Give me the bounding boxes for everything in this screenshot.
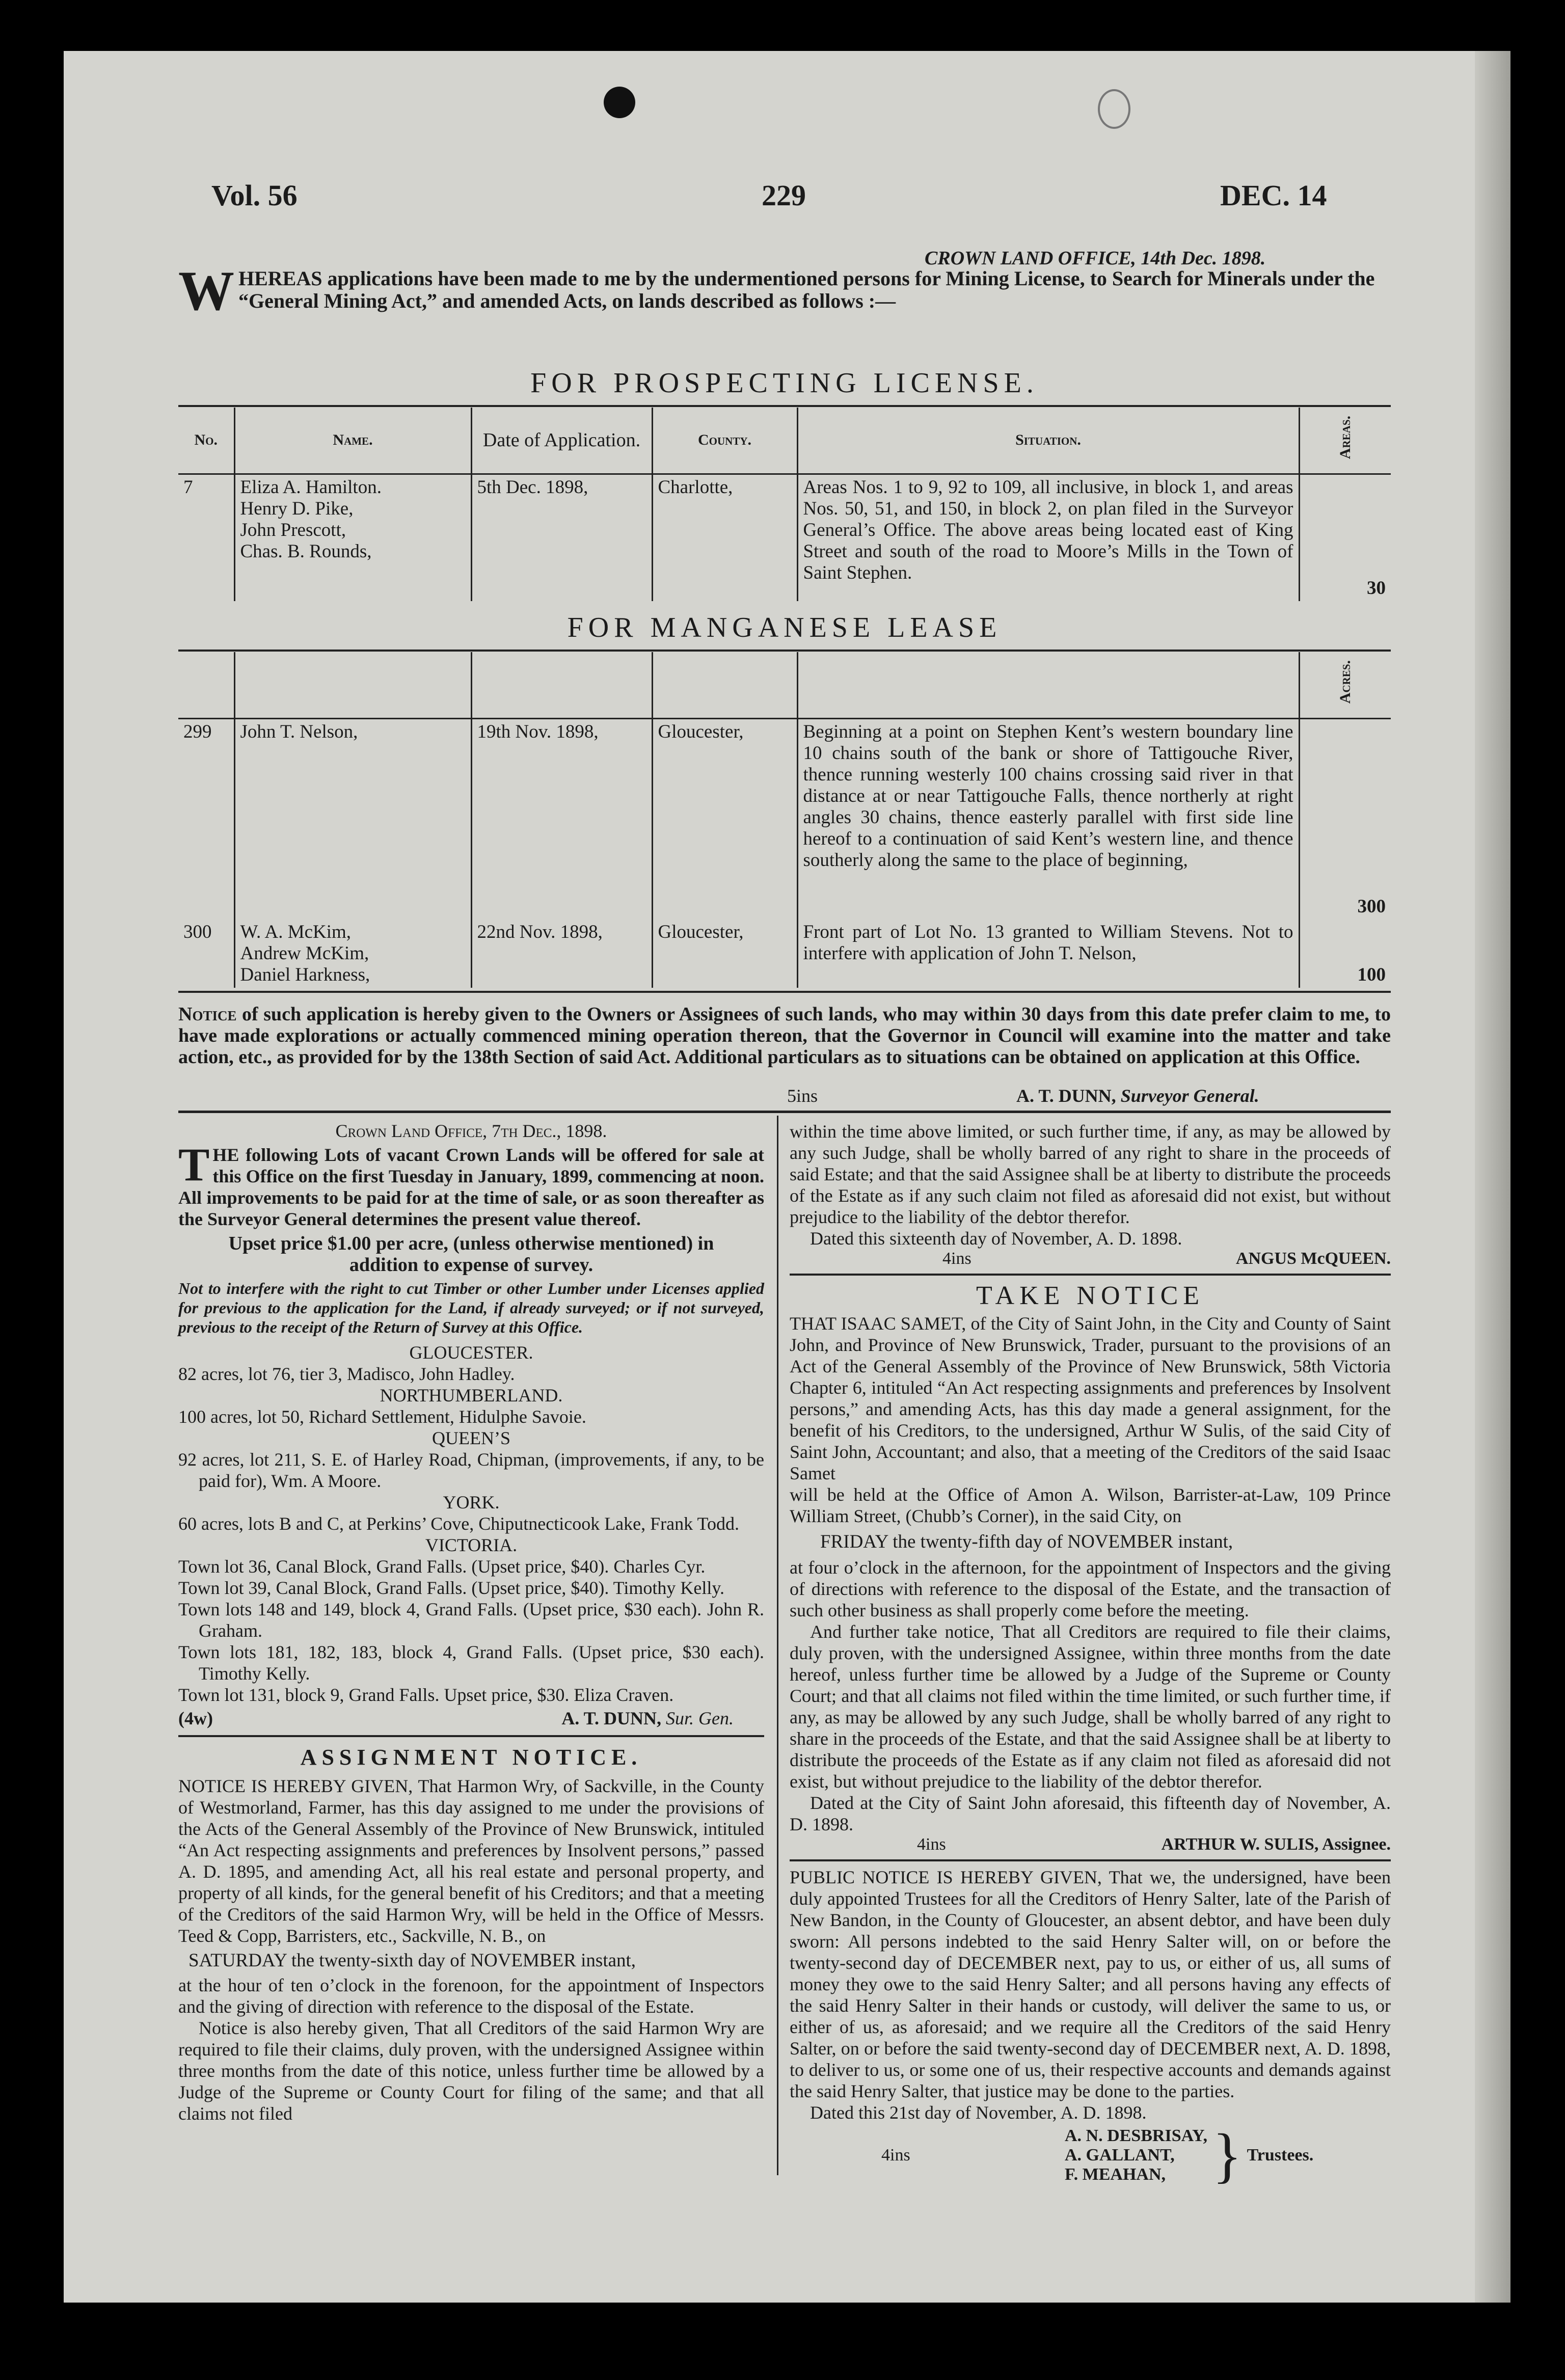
timber-note: Not to interfere with the right to cut Timber or other Lumber under Licenses applied for previous to the application for the Land, if already surveyed; or if not surveyed, previous to the receipt of the Return of Survey at this Office. [178, 1279, 764, 1336]
lot-entry: 92 acres, lot 211, S. E. of Harley Road, Chipman, (improvements, if any, to be paid for), Wm. A Moore. [178, 1449, 764, 1491]
applicant-name: Daniel Harkness, [240, 964, 370, 985]
cell-no: 7 [183, 476, 193, 498]
table-row [178, 919, 1391, 988]
newspaper-page [64, 51, 1510, 2303]
applicant-name: John T. Nelson, [240, 721, 358, 742]
prospecting-table [178, 408, 1391, 601]
notice-ins: 5ins [787, 1086, 818, 1106]
volume-label: Vol. 56 [211, 179, 298, 212]
trustee-name: A. N. DESBRISAY, [1065, 2126, 1207, 2145]
table-row [178, 718, 1391, 919]
cell-situation: Areas Nos. 1 to 9, 92 to 109, all inclusive, in block 1, and areas Nos. 50, 51, and 150, in block 2, on plan filed in the Surveyor General’s Office. The above areas being located east of King Street and south of the road to Moore’s Mills in the Town of Saint Stephen. [797, 474, 1299, 601]
cell-date: 22nd Nov. 1898, [471, 919, 652, 988]
applicant-name: Eliza A. Hamilton. [240, 476, 382, 498]
trustees-label: Trustees. [1247, 2146, 1314, 2165]
rule-left-section [178, 1735, 764, 1737]
crown-lots-ins: (4w) [178, 1708, 213, 1728]
signature-title: Sur. Gen. [666, 1708, 734, 1728]
county-heading: NORTHUMBERLAND. [380, 1385, 563, 1405]
cell-names [234, 718, 471, 919]
take-notice-p1: THAT ISAAC SAMET, of the City of Saint John, in the City and County of Saint John, and Province of New Brunswick, Trader, pursuant to the provisions of an Act of the General Assembly of the Province of New Brunswick, 58th Victoria Chapter 6, intituled “An Act respecting assignments and preferences by Insolvent persons,” and amending Acts, has this day made a general assignment, for the benefit of his Creditors, to the undersigned, Arthur W Sulis, of the said City of Saint John, Accountant; and also, that a meeting of the Creditors of the said Isaac Samet [790, 1313, 1391, 1483]
lots-section [178, 1342, 764, 1706]
manganese-heading: FOR MANGANESE LEASE [567, 612, 1002, 643]
assignment-p3: Notice is also hereby given, That all Creditors of the said Harmon Wry are required to file their claims, duly proven, with the undersigned Assignee within three months from the date of this notice, unless further time be allowed by a Judge of the Supreme or County Court for filing of the same; and that all claims not filed [178, 2018, 764, 2124]
crown-lots-dateline: Crown Land Office, 7th Dec., 1898. [335, 1121, 607, 1141]
cell-situation: Front part of Lot No. 13 granted to William Stevens. Not to interfere with application of John T. Nelson, [797, 919, 1299, 988]
cell-names [234, 474, 471, 601]
cell-areas: 30 [1299, 474, 1391, 601]
public-notice-ins: 4ins [881, 2146, 910, 2165]
table-row [178, 474, 1391, 601]
applicant-name: Chas. B. Rounds, [240, 540, 372, 562]
cell-date: 5th Dec. 1898, [471, 474, 652, 601]
trustees-brace: } [1212, 2121, 1242, 2189]
assignment-p1: NOTICE IS HEREBY GIVEN, That Harmon Wry, of Sackville, in the County of Westmorland, Farmer, has this day assigned to me under the provisions of the Acts of the General Assembly of the Province of New Brunswick, intituled “An Act respecting assignments and preferences by Insolvent persons,” passed A. D. 1895, and amending Act, all his real estate and personal property, and property of all kinds, for the general benefit of his Creditors; and that a meeting of the Creditors of the said Harmon Wry, will be held in the Office of Messrs. Teed & Copp, Barristers, etc., Sackville, N. B., on [178, 1776, 764, 1946]
cell-no: 299 [183, 721, 212, 742]
county-heading: VICTORIA. [425, 1535, 518, 1555]
take-notice-signature: ARTHUR W. SULIS, Assignee. [1161, 1835, 1391, 1854]
rule-section [178, 1111, 1391, 1113]
mining-intro-text: HEREAS applications have been made to me by the undermentioned persons for Mining License, to Search for Minerals under the “General Mining Act,” and amended Acts, on lands described as follows :— [238, 267, 1375, 312]
take-notice-ins: 4ins [917, 1835, 946, 1854]
col-header-situation: Situation. [797, 408, 1299, 474]
cell-situation: Beginning at a point on Stephen Kent’s western boundary line 10 chains south of the bank or shore of Tattigouche River, thence running westerly 100 chains crossing said river in that distance at or near Tattigouche Falls, thence northerly at right angles 30 chains, thence easterly parallel with first side line hereof to a continuation of said Kent’s western line, and thence southerly along the same to the place of beginning, [797, 718, 1299, 919]
col-header-date: Date of Application. [471, 408, 652, 474]
column-divider [777, 1116, 778, 2175]
cell-no: 300 [183, 922, 212, 942]
col-header-areas: Areas. [1299, 408, 1391, 474]
notice-text: of such application is hereby given to the Owners or Assignees of such lands, who may within 30 days from this date prefer claim to me, to have made explorations or actually commenced mining operation thereon, that the Governor in Council will examine into the matter and take action, etc., as provided for by the 138th Section of said Act. Additional particulars as to situations can be obtained on application at this Office. [178, 1004, 1391, 1068]
continued-dated: Dated this sixteenth day of November, A. D. 1898. [810, 1228, 1182, 1249]
left-column [178, 1121, 764, 2124]
manganese-table [178, 652, 1391, 988]
take-notice-p2: at four o’clock in the afternoon, for the appointment of Inspectors and the giving of directions with reference to the disposal of the Estate, and the transaction of such other business as shall properly come before the meeting. [790, 1557, 1391, 1620]
signature-name: A. T. DUNN, [1016, 1086, 1116, 1106]
mining-intro [178, 260, 1391, 322]
lot-entry: Town lot 131, block 9, Grand Falls. Upset price, $30. Eliza Craven. [178, 1685, 674, 1705]
drop-cap-w: W [178, 260, 234, 322]
table-header-row [178, 652, 1391, 718]
applicant-name: Henry D. Pike, [240, 498, 354, 519]
lot-entry: 100 acres, lot 50, Richard Settlement, Hidulphe Savoie. [178, 1407, 586, 1427]
crown-lots-intro [178, 1139, 764, 1230]
county-heading: QUEEN’S [432, 1428, 510, 1448]
blank-cell [471, 652, 652, 718]
crown-lots-footer [178, 1708, 764, 1729]
rule-manganese [178, 650, 1391, 652]
cell-areas: 300 [1299, 718, 1391, 919]
binding-hole-outline [1098, 89, 1130, 129]
trustee-name: F. MEAHAN, [1065, 2165, 1166, 2184]
lot-entry: Town lot 36, Canal Block, Grand Falls. (Upset price, $40). Charles Cyr. [178, 1556, 706, 1577]
lot-entry: 60 acres, lots B and C, at Perkins’ Cove, Chiputnecticook Lake, Frank Todd. [178, 1513, 739, 1534]
col-header-name: Name. [234, 408, 471, 474]
col-header-no: No. [194, 431, 218, 449]
applicant-name: Andrew McKim, [240, 943, 369, 964]
blank-cell [797, 652, 1299, 718]
right-column [790, 1121, 1391, 2189]
lot-entry: Town lot 39, Canal Block, Grand Falls. (Upset price, $40). Timothy Kelly. [178, 1578, 725, 1598]
trustee-names [1065, 2126, 1207, 2184]
assignment-day: SATURDAY the twenty-sixth day of NOVEMBER instant, [188, 1950, 636, 1971]
prospecting-heading: FOR PROSPECTING LICENSE. [530, 367, 1039, 399]
take-notice-p3: And further take notice, That all Creditors are required to file their claims, duly proven, with the undersigned Assignee, within three months from the date hereof, unless further time be allowed by a Judge of the Supreme or County Court; and that all claims not filed within the time limited, or such further time, if any, as may be allowed by any such Judge, shall be wholly barred of any right to share in the proceeds of the Estate, and that the said Assignee shall be at liberty to distribute the proceeds of the Estate as if any claim not filed as aforesaid did not exist, but without prejudice to the liability of the debtor therefor. [790, 1621, 1391, 1792]
cell-names [234, 919, 471, 988]
dateline-crown-office: CROWN LAND OFFICE, 14th Dec. 1898. [925, 248, 1266, 269]
continued-ins: 4ins [942, 1249, 972, 1268]
rule-top-table [178, 405, 1391, 407]
cell-county: Gloucester, [652, 919, 797, 988]
crown-lots-signature [561, 1708, 764, 1729]
lot-entry: Town lots 181, 182, 183, block 4, Grand Falls. (Upset price, $30 each). Timothy Kelly. [178, 1642, 764, 1684]
continued-signature: ANGUS McQUEEN. [1235, 1249, 1391, 1268]
continued-footer [790, 1249, 1391, 1268]
rule-right-2 [790, 1859, 1391, 1861]
take-notice-p1b: will be held at the Office of Amon A. Wilson, Barrister-at-Law, 109 Prince William Street, (Chubb’s Corner), in the said City, on [790, 1484, 1391, 1526]
applicant-name: John Prescott, [240, 519, 346, 540]
take-notice-dated: Dated at the City of Saint John aforesaid, this fifteenth day of November, A. D. 1898. [790, 1793, 1391, 1834]
take-notice-footer [790, 1835, 1391, 1854]
signature-name: A. T. DUNN, [561, 1708, 661, 1728]
take-notice-day: FRIDAY the twenty-fifth day of NOVEMBER instant, [820, 1531, 1233, 1552]
col-header-acres: Acres. [1299, 652, 1391, 718]
upset-price: Upset price $1.00 per acre, (unless otherwise mentioned) in addition to expense of survey. [228, 1233, 714, 1276]
binding-hole [604, 87, 635, 118]
assignment-heading: ASSIGNMENT NOTICE. [300, 1745, 642, 1770]
lot-entry: Town lots 148 and 149, block 4, Grand Falls. (Upset price, $30 each). John R. Graham. [178, 1599, 764, 1641]
col-header-county: County. [652, 408, 797, 474]
issue-date: DEC. 14 [1220, 179, 1327, 212]
crown-lots-intro-text: HE following Lots of vacant Crown Lands will be offered for sale at this Office on the first Tuesday in January, 1899, commencing at noon. All improvements to be paid for at the time of sale, or as soon thereafter as the Surveyor General determines the present value thereof. [178, 1145, 764, 1229]
applicant-name: W. A. McKim, [240, 922, 352, 942]
lot-entry: 82 acres, lot 76, tier 3, Madisco, John Hadley. [178, 1364, 515, 1384]
rule-right-1 [790, 1274, 1391, 1276]
continued-text: within the time above limited, or such further time, if any, as may be allowed by any such Judge, shall be wholly barred of any right to share in the proceeds of said Estate; and that the said Assignee shall be at liberty to distribute the proceeds of the Estate as if any such claim not filed as aforesaid did not exist, but without prejudice to the liability of the debtor therefor. [790, 1121, 1391, 1227]
trustees-block [790, 2121, 1391, 2189]
notice-signature [1016, 1085, 1259, 1106]
page-spine [1475, 51, 1510, 2303]
table-header-row [178, 408, 1391, 474]
take-notice-heading: TAKE NOTICE [976, 1281, 1205, 1310]
public-notice-dated: Dated this 21st day of November, A. D. 1898. [810, 2102, 1147, 2123]
county-heading: GLOUCESTER. [409, 1342, 533, 1363]
public-notice-text: PUBLIC NOTICE IS HEREBY GIVEN, That we, the undersigned, have been duly appointed Trustees for all the Creditors of Henry Salter, late of the Parish of New Bandon, in the County of Gloucester, an absent debtor, and have been duly sworn: All persons indebted to the said Henry Salter will, on or before the twenty-second day of DECEMBER next, pay to us, or either of us, all sums of money they owe to the said Henry Salter; and all persons having any effects of the said Henry Salter in their hands or custody, will deliver the same to us, or either of us, as aforesaid; and we require all the Creditors of the said Henry Salter, on or before the said twenty-second day of DECEMBER next, A. D. 1898, to deliver to us, or some one of us, their respective accounts and demands against the said Henry Salter, that justice may be done to the parties. [790, 1867, 1391, 2101]
trustee-name: A. GALLANT, [1065, 2146, 1175, 2165]
county-heading: YORK. [443, 1492, 500, 1512]
notice-paragraph [178, 1004, 1391, 1068]
blank-cell [234, 652, 471, 718]
page-number: 229 [762, 179, 806, 212]
cell-areas: 100 [1299, 919, 1391, 988]
cell-date: 19th Nov. 1898, [471, 718, 652, 919]
assignment-p2: at the hour of ten o’clock in the forenoon, for the appointment of Inspectors and the giving of direction with reference to the disposal of the Estate. [178, 1975, 764, 2017]
drop-cap-t: T [178, 1139, 210, 1191]
cell-county: Charlotte, [652, 474, 797, 601]
notice-lead: Notice [178, 1004, 237, 1025]
signature-title: Surveyor General. [1120, 1086, 1259, 1106]
blank-cell [652, 652, 797, 718]
blank-cell [178, 652, 234, 718]
rule-table-bottom [178, 991, 1391, 993]
cell-county: Gloucester, [652, 718, 797, 919]
